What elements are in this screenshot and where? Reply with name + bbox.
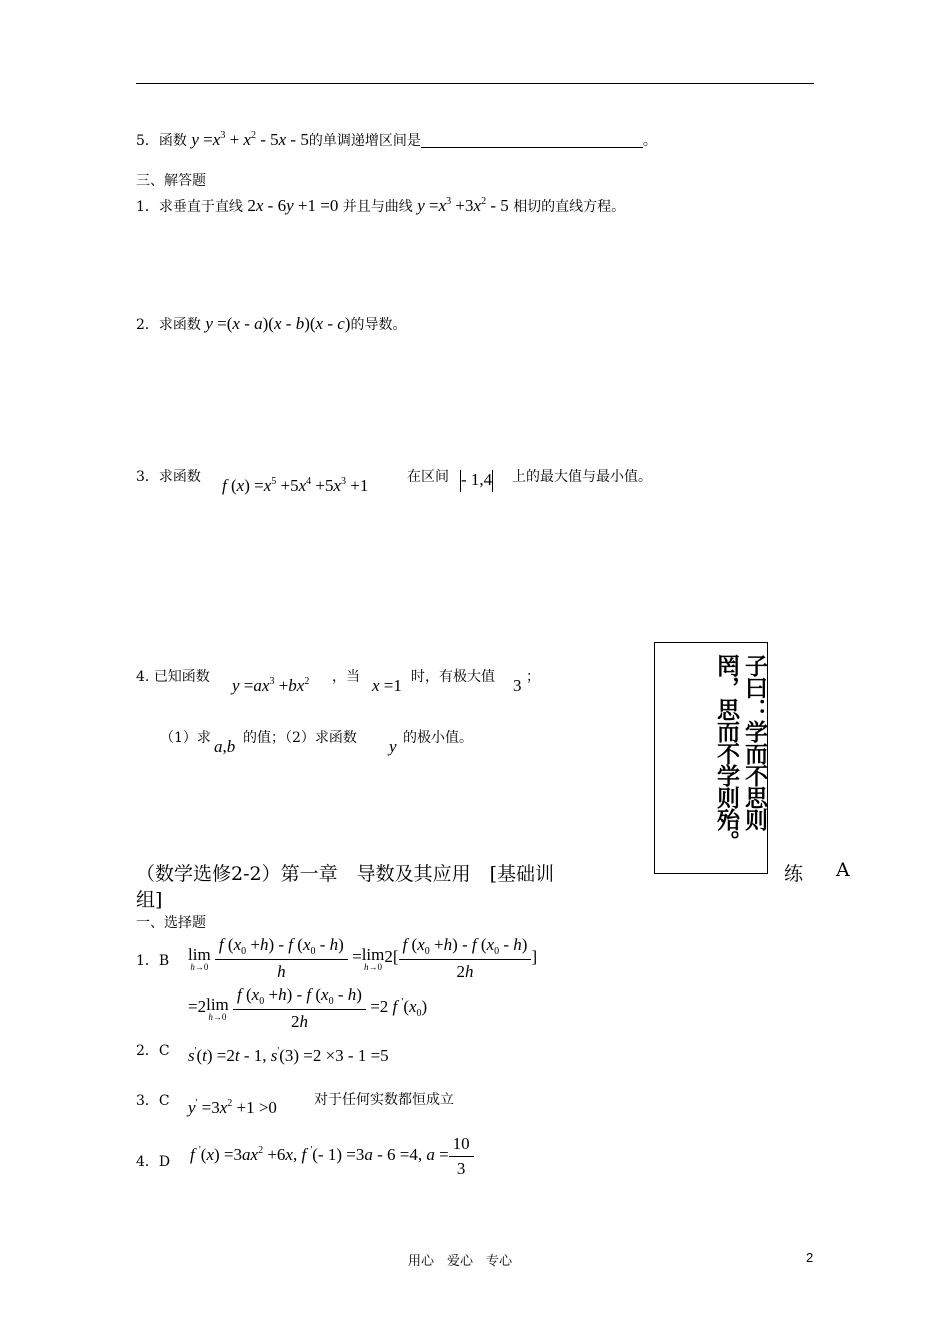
answer-4-formula: f $'(x) =3ax^2 +6x$, f '(- 1) =3a - 6 =4, a = $\frac{10}{3}$ (190, 1134, 474, 1179)
quote-text: 子曰：学而不思则罔，思而不学则殆。 (713, 654, 767, 852)
formula: y (389, 737, 397, 756)
answer-4-label: 4．D (136, 1154, 171, 1170)
answer-1-label: 1．B (136, 953, 170, 969)
section-title: 一、选择题 (136, 915, 206, 931)
answer-blank[interactable] (421, 133, 643, 148)
page-number: 2 (806, 1250, 814, 1265)
formula: 2x - 6y +1 =0 (247, 196, 339, 215)
question-text: 的单调递增区间是 (308, 133, 421, 149)
interval: - 1,4 (460, 470, 493, 492)
section-title: 三、解答题 (136, 173, 206, 189)
solve-question-1: 1．求垂直于直线 2x - 6y +1 =0 并且与曲线 $y =x^3 +3x^2 - 5$ 相切的直线方程。 (136, 196, 626, 215)
formula: y =(x - a)(x - b)(x - c) (205, 314, 351, 333)
answer-1-formula-line2: =2 lim h→0 $\frac{f (x_0 +h) - f (x_0 - h)}{2h}$ =2 f $'(x_0)$ (188, 985, 428, 1031)
answer-3-label: 3．C (136, 1093, 170, 1109)
formula: 3 (513, 676, 522, 695)
formula: $y =x^3 +3x^2 - 5$ (417, 196, 509, 215)
formula: $y =x^3 + x^2 - 5x - 5$ (191, 130, 309, 149)
solve-question-4: 4. 已知函数 (136, 669, 210, 685)
answer-2-label: 2．C (136, 1043, 170, 1059)
question-number: 5． (136, 133, 159, 149)
solve-question-3: 3．求函数 (136, 469, 201, 485)
footer-text: 用心 爱心 专心 (408, 1254, 513, 1269)
question-text: 函数 (158, 133, 187, 149)
formula: a,b (214, 737, 236, 756)
solve-question-2: 2．求函数 y =(x - a)(x - b)(x - c)的导数。 (136, 314, 407, 333)
formula: $y =ax^3 +bx^2$ (232, 676, 310, 695)
header-rule (136, 83, 814, 84)
formula: x =1 (372, 676, 402, 695)
answer-3-formula: $y' =3x^2 +1 >0$ (188, 1098, 277, 1117)
answer-2-formula: s'(t) =2t - 1, s'(3) =2 ×3 - 1 =5 (188, 1046, 389, 1065)
formula: f $(x) =x^5 +5x^4 +5x^3 +1$ (222, 476, 369, 495)
chapter-heading: （数学选修2-2）第一章 导数及其应用 [基础训 (136, 863, 555, 885)
question-5: 5．函数 $y =x^3 + x^2 - 5x - 5$的单调递增区间是 。 (136, 130, 657, 149)
answer-1-formula: lim h→0 $\frac{f (x_0 +h) - f (x_0 - h)}{h}$ = lim h→0 2[ $\frac{f (x_0 +h) - f (x_0 - h)}{2h}$ ] (188, 935, 538, 981)
